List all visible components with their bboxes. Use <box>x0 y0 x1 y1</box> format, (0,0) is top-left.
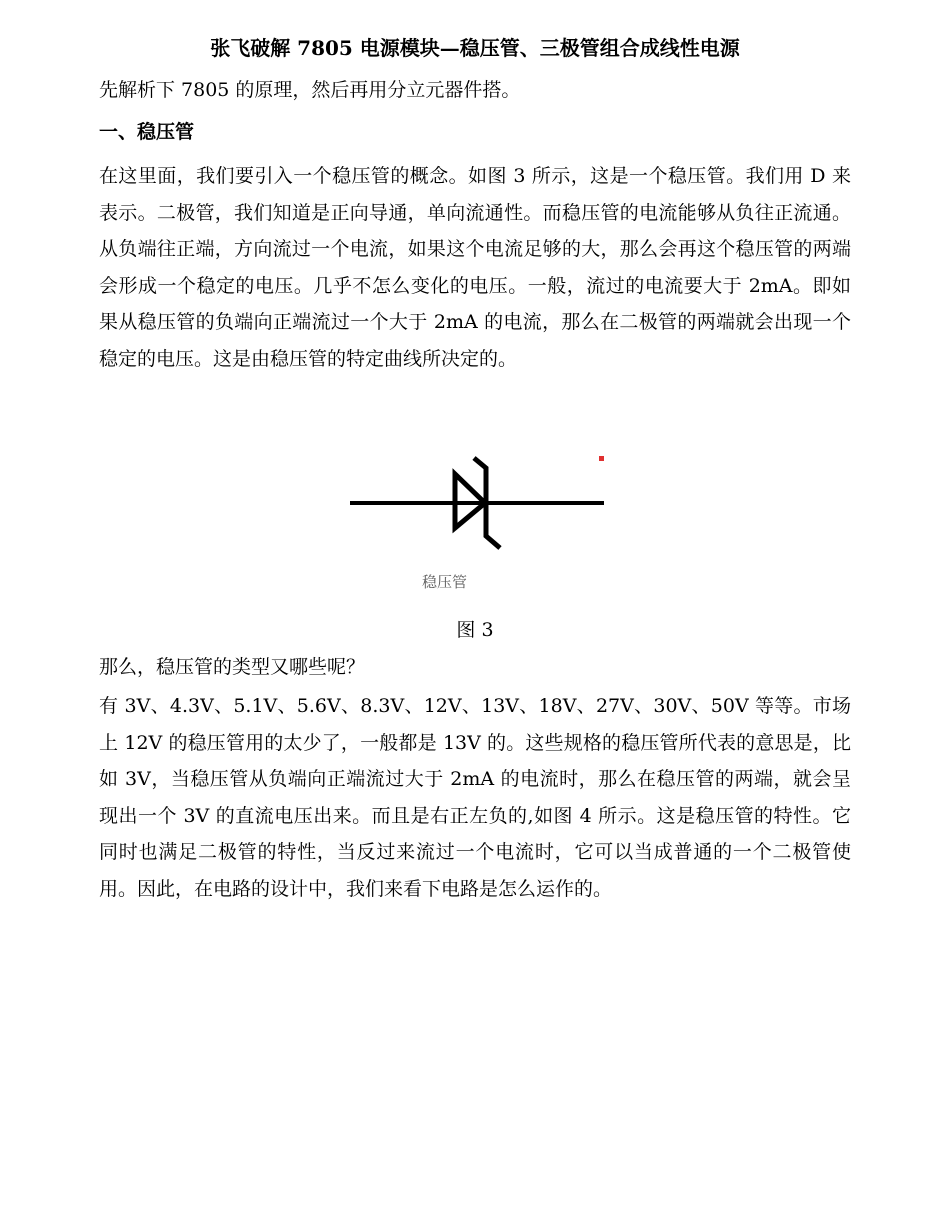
figure-caption: 图 3 <box>456 619 494 641</box>
zener-intro-paragraph: 在这里面，我们要引入一个稳压管的概念。如图 3 所示，这是一个稳压管。我们用 D 来表示。二极管，我们知道是正向导通，单向流通性。而稳压管的电流能够从负往正流通。从负端往正端，方向流过一个电流，如果这个电流足够的大，那么会再这个稳压管的两端会形成一个稳定的电压。几乎不怎么变化的电压。一般，流过的电流要大于 2mA。即如果从稳压管的负端向正端流过一个大于 2mA 的电流，那么在二极管的两端就会出现一个稳定的电压。这是由稳压管的特定曲线所决定的。 <box>99 165 851 370</box>
zener-types-paragraph: 有 3V、4.3V、5.1V、5.6V、8.3V、12V、13V、18V、27V、30V、50V 等等。市场上 12V 的稳压管用的太少了，一般都是 13V 的。这些规格的稳压管所代表的意思是，比如 3V，当稳压管从负端向正端流过大于 2mA 的电流时，那么在稳压管的两端，就会呈现出一个 3V 的直流电压出来。而且是右正左负的,如图 4 所示。这是稳压管的特性。它同时也满足二极管的特性，当反过来流过一个电流时，它可以当成普通的一个二极管使用。因此，在电路的设计中，我们来看下电路是怎么运作的。 <box>99 695 851 900</box>
red-marker <box>599 456 604 461</box>
document-title: 张飞破解 7805 电源模块—稳压管、三极管组合成线性电源 <box>210 36 740 60</box>
intro-text: 先解析下 7805 的原理，然后再用分立元器件搭。 <box>99 79 521 101</box>
figure-label: 稳压管 <box>422 573 468 591</box>
zener-diode-symbol-icon <box>336 452 636 602</box>
question-text: 那么，稳压管的类型又哪些呢？ <box>99 656 366 678</box>
section-heading: 一、稳压管 <box>99 121 195 143</box>
zener-diode-figure <box>336 452 636 602</box>
